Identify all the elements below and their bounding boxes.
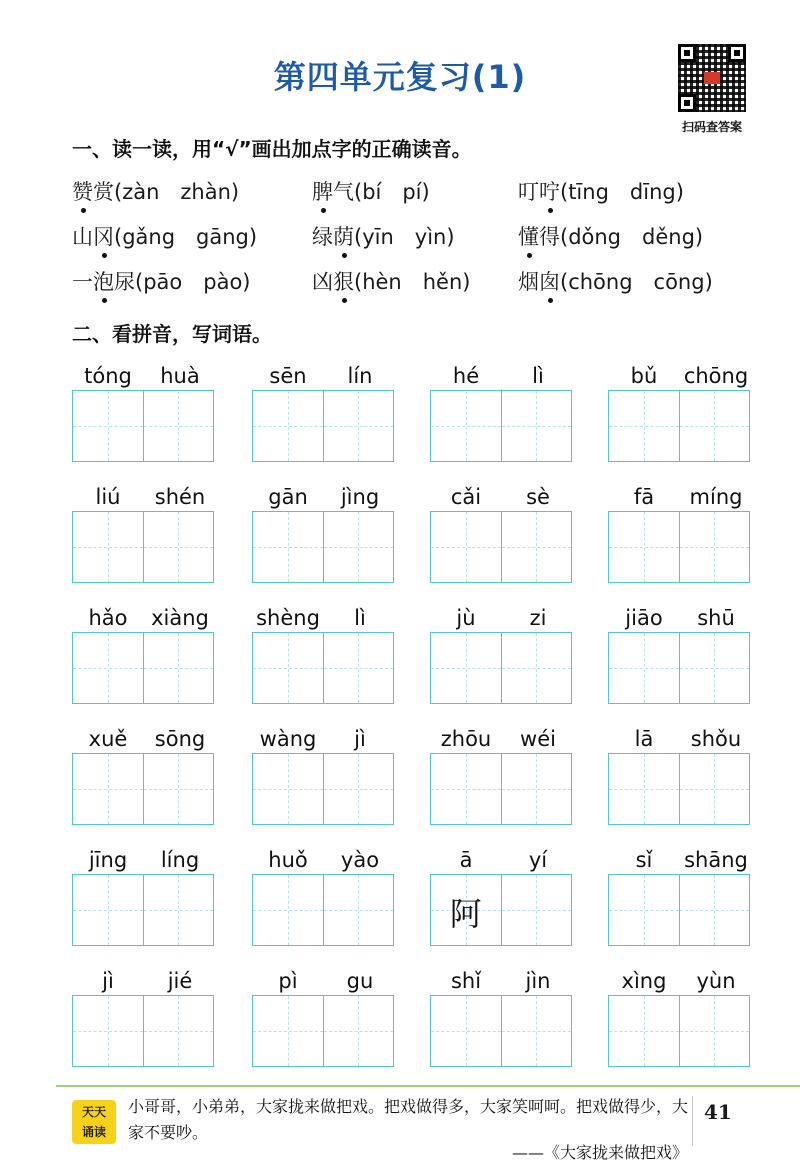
writing-box-2[interactable]	[143, 633, 214, 703]
reading-item[interactable]	[312, 221, 455, 251]
dotted-character: 荫	[333, 225, 354, 249]
pinyin-syllable-2: shén	[154, 485, 206, 509]
writing-box-1[interactable]	[253, 996, 323, 1066]
writing-box-2[interactable]	[143, 996, 214, 1066]
qr-code-icon[interactable]	[678, 44, 746, 112]
pinyin-label	[252, 846, 396, 874]
page-number: 41	[704, 1100, 732, 1124]
pinyin-syllable-1: shǐ	[450, 969, 482, 993]
page-title: 第四单元复习(1)	[273, 58, 527, 96]
pinyin-label	[430, 604, 574, 632]
pinyin-syllable-2: chōng	[683, 364, 749, 388]
writing-grid	[430, 995, 572, 1067]
pinyin-word-item	[608, 846, 752, 946]
writing-box-1[interactable]	[73, 875, 143, 945]
writing-box-1[interactable]	[253, 875, 323, 945]
dotted-character: 泡	[93, 270, 114, 294]
writing-box-2[interactable]	[679, 996, 750, 1066]
writing-grid	[430, 874, 572, 946]
writing-box-2[interactable]	[679, 512, 750, 582]
writing-box-1[interactable]	[431, 391, 501, 461]
writing-grid	[252, 511, 394, 583]
pinyin-syllable-1: bǔ	[630, 364, 658, 388]
reading-item[interactable]	[72, 266, 250, 296]
writing-box-2[interactable]	[323, 391, 394, 461]
writing-box-2[interactable]	[143, 391, 214, 461]
writing-grid	[608, 753, 750, 825]
writing-box-1[interactable]	[73, 996, 143, 1066]
writing-box-1[interactable]	[73, 633, 143, 703]
writing-box-1[interactable]	[431, 633, 501, 703]
writing-grid	[252, 632, 394, 704]
pinyin-syllable-1: cǎi	[450, 485, 482, 509]
dotted-character: 囱	[539, 270, 560, 294]
pinyin-options[interactable]: (gǎng gāng)	[114, 225, 258, 249]
section-2-title: 二、看拼音，写词语。	[72, 322, 272, 346]
pinyin-word-item	[430, 483, 574, 583]
pinyin-label	[72, 604, 216, 632]
footer-separator	[692, 1096, 693, 1146]
pinyin-syllable-2: lín	[347, 364, 373, 388]
word-character: 叮	[518, 180, 539, 204]
pinyin-options[interactable]: (dǒng děng)	[560, 225, 704, 249]
footer-rhyme-source: ——《大家拢来做把戏》	[511, 1143, 688, 1162]
pinyin-syllable-1: huǒ	[268, 848, 308, 872]
pinyin-word-item	[72, 483, 216, 583]
pinyin-syllable-1: hǎo	[88, 606, 128, 630]
writing-box-2[interactable]	[143, 512, 214, 582]
word-character: 赏	[93, 180, 114, 204]
writing-grid	[608, 511, 750, 583]
writing-box-2[interactable]	[679, 391, 750, 461]
pinyin-syllable-2: lì	[354, 606, 366, 630]
pinyin-syllable-1: xuě	[88, 727, 128, 751]
writing-box-2[interactable]	[501, 996, 572, 1066]
writing-box-1[interactable]	[253, 391, 323, 461]
pinyin-label	[252, 725, 396, 753]
writing-box-2[interactable]	[679, 633, 750, 703]
answer-qr-block[interactable]	[672, 44, 752, 135]
pinyin-word-item	[430, 725, 574, 825]
pinyin-label	[72, 967, 216, 995]
writing-grid	[72, 390, 214, 462]
pinyin-options[interactable]: (chōng cōng)	[560, 270, 713, 294]
pinyin-label	[608, 604, 752, 632]
pinyin-syllable-2: lì	[532, 364, 544, 388]
pinyin-word-item	[608, 362, 752, 462]
writing-box-1[interactable]	[253, 512, 323, 582]
writing-box-1[interactable]	[73, 512, 143, 582]
writing-box-2[interactable]	[501, 391, 572, 461]
pinyin-word-item	[72, 362, 216, 462]
pinyin-options[interactable]: (yīn yìn)	[354, 225, 455, 249]
writing-grid	[72, 874, 214, 946]
pinyin-syllable-1: jì	[102, 969, 114, 993]
pinyin-syllable-2: xiàng	[151, 606, 209, 630]
word-character: 山	[72, 225, 93, 249]
badge-line-1: 天天	[81, 1105, 106, 1119]
reading-item[interactable]	[518, 176, 684, 206]
writing-box-2[interactable]	[679, 875, 750, 945]
pinyin-label	[430, 846, 574, 874]
pinyin-label	[608, 846, 752, 874]
word-character: 凶	[312, 270, 333, 294]
badge-line-2: 诵读	[81, 1125, 106, 1139]
pinyin-syllable-1: sǐ	[635, 848, 653, 872]
writing-box-1[interactable]	[609, 875, 679, 945]
writing-box-1[interactable]	[609, 754, 679, 824]
pinyin-syllable-1: zhōu	[440, 727, 492, 751]
writing-grid	[430, 390, 572, 462]
pinyin-word-item	[608, 967, 752, 1067]
reading-item[interactable]	[518, 266, 713, 296]
writing-grid	[608, 874, 750, 946]
pinyin-options[interactable]: (bí pí)	[354, 180, 430, 204]
pinyin-label	[430, 967, 574, 995]
pinyin-label	[608, 483, 752, 511]
section-1-title: 一、读一读，用“√”画出加点字的正确读音。	[72, 137, 472, 161]
pinyin-label	[72, 725, 216, 753]
pinyin-label	[430, 725, 574, 753]
pinyin-options[interactable]: (hèn hěn)	[354, 270, 471, 294]
writing-grid	[430, 632, 572, 704]
pinyin-syllable-2: yí	[528, 848, 548, 872]
reading-item[interactable]	[312, 176, 430, 206]
pinyin-syllable-1: sēn	[269, 364, 307, 388]
pinyin-label	[72, 846, 216, 874]
writing-box-2[interactable]	[501, 754, 572, 824]
writing-box-1[interactable]	[609, 391, 679, 461]
pinyin-label	[430, 362, 574, 390]
pinyin-word-item	[608, 725, 752, 825]
writing-box-1[interactable]	[253, 754, 323, 824]
pinyin-word-grid	[72, 362, 772, 1082]
pinyin-word-item	[252, 604, 396, 704]
pinyin-label	[608, 967, 752, 995]
pinyin-word-item	[608, 483, 752, 583]
word-character: 得	[539, 225, 560, 249]
pinyin-label	[72, 362, 216, 390]
pinyin-word-item	[430, 362, 574, 462]
pinyin-word-item	[430, 846, 574, 946]
pinyin-syllable-2: shū	[697, 606, 735, 630]
pinyin-label	[252, 362, 396, 390]
reading-item[interactable]	[312, 266, 470, 296]
word-character: 绿	[312, 225, 333, 249]
writing-grid	[252, 390, 394, 462]
pinyin-syllable-1: tóng	[84, 364, 132, 388]
dotted-character: 狠	[333, 270, 354, 294]
pinyin-syllable-2: sè	[526, 485, 550, 509]
word-character: 一	[72, 270, 93, 294]
reading-item[interactable]	[72, 176, 239, 206]
pinyin-word-item	[252, 362, 396, 462]
pinyin-word-item	[72, 846, 216, 946]
writing-grid	[608, 995, 750, 1067]
pinyin-word-item	[72, 725, 216, 825]
pinyin-syllable-2: míng	[689, 485, 743, 509]
pinyin-options[interactable]: (pāo pào)	[135, 270, 251, 294]
dotted-character: 赞	[72, 180, 93, 204]
pinyin-syllable-2: gu	[346, 969, 374, 993]
written-character: 阿	[449, 895, 482, 933]
pinyin-syllable-1: shèng	[256, 606, 320, 630]
pinyin-label	[608, 725, 752, 753]
daily-reading-badge	[72, 1100, 116, 1144]
pinyin-syllable-2: jié	[167, 969, 193, 993]
word-character: 尿	[114, 270, 135, 294]
pinyin-syllable-2: jìng	[340, 485, 380, 509]
dotted-character: 脾	[312, 180, 333, 204]
dotted-character: 冈	[93, 225, 114, 249]
pinyin-label	[430, 483, 574, 511]
pinyin-word-item	[430, 967, 574, 1067]
pinyin-word-item	[252, 725, 396, 825]
writing-grid	[72, 753, 214, 825]
writing-box-2[interactable]	[501, 512, 572, 582]
pinyin-word-item	[608, 604, 752, 704]
pinyin-syllable-1: fā	[633, 485, 655, 509]
word-character: 气	[333, 180, 354, 204]
pinyin-syllable-1: pì	[278, 969, 298, 993]
writing-box-2[interactable]	[323, 512, 394, 582]
pinyin-label	[252, 483, 396, 511]
writing-grid	[252, 995, 394, 1067]
pinyin-syllable-2: zi	[529, 606, 547, 630]
writing-grid	[430, 511, 572, 583]
reading-item[interactable]	[72, 221, 257, 251]
pinyin-options[interactable]: (tīng dīng)	[560, 180, 684, 204]
writing-grid	[252, 753, 394, 825]
writing-box-2[interactable]	[323, 754, 394, 824]
pinyin-syllable-2: shǒu	[690, 727, 742, 751]
qr-label: 扫码查答案	[681, 120, 742, 134]
pinyin-syllable-1: jù	[456, 606, 476, 630]
writing-grid	[252, 874, 394, 946]
pinyin-word-item	[252, 846, 396, 946]
writing-box-1[interactable]	[609, 633, 679, 703]
writing-box-1[interactable]	[431, 512, 501, 582]
writing-grid	[72, 995, 214, 1067]
dotted-character: 咛	[539, 180, 560, 204]
pinyin-syllable-1: xìng	[621, 969, 667, 993]
writing-box-2[interactable]	[143, 875, 214, 945]
writing-grid	[608, 390, 750, 462]
pinyin-syllable-2: jì	[354, 727, 366, 751]
pinyin-syllable-2: sōng	[154, 727, 206, 751]
writing-box-2[interactable]	[143, 754, 214, 824]
writing-box-2[interactable]	[501, 633, 572, 703]
writing-box-1[interactable]	[609, 512, 679, 582]
pinyin-syllable-2: shāng	[684, 848, 748, 872]
word-character: 烟	[518, 270, 539, 294]
dotted-character: 懂	[518, 225, 539, 249]
writing-box-1[interactable]	[609, 996, 679, 1066]
writing-box-1[interactable]	[73, 391, 143, 461]
footer-rhyme-text: 小哥哥，小弟弟，大家拢来做把戏。把戏做得多，大家笑呵呵。把戏做得少，大家不要吵。	[128, 1097, 689, 1142]
pinyin-syllable-2: wéi	[520, 727, 556, 751]
pinyin-options[interactable]: (zàn zhàn)	[114, 180, 240, 204]
pinyin-label	[72, 483, 216, 511]
pinyin-word-item	[430, 604, 574, 704]
pinyin-syllable-1: hé	[452, 364, 480, 388]
pinyin-syllable-1: ā	[459, 848, 473, 872]
pinyin-label	[608, 362, 752, 390]
writing-box-2[interactable]	[323, 633, 394, 703]
pinyin-syllable-1: wàng	[259, 727, 317, 751]
pinyin-syllable-2: jìn	[525, 969, 551, 993]
pinyin-label	[252, 604, 396, 632]
pinyin-syllable-1: gān	[268, 485, 308, 509]
writing-box-2[interactable]	[323, 875, 394, 945]
pinyin-syllable-2: yào	[340, 848, 380, 872]
writing-box-1[interactable]	[431, 754, 501, 824]
pinyin-syllable-1: lā	[634, 727, 654, 751]
writing-box-2[interactable]	[323, 996, 394, 1066]
writing-box-1[interactable]	[253, 633, 323, 703]
writing-box-2[interactable]	[501, 875, 572, 945]
writing-grid	[608, 632, 750, 704]
writing-box-2[interactable]	[679, 754, 750, 824]
footer-divider	[56, 1085, 800, 1087]
reading-item[interactable]	[518, 221, 703, 251]
pinyin-word-item	[72, 967, 216, 1067]
pinyin-syllable-1: jīng	[88, 848, 128, 872]
pinyin-label	[252, 967, 396, 995]
writing-box-1[interactable]	[73, 754, 143, 824]
writing-box-1[interactable]	[431, 996, 501, 1066]
writing-grid	[72, 632, 214, 704]
pinyin-word-item	[252, 967, 396, 1067]
pinyin-syllable-2: líng	[160, 848, 200, 872]
writing-grid	[72, 511, 214, 583]
pinyin-word-item	[72, 604, 216, 704]
pinyin-syllable-1: liú	[95, 485, 121, 509]
writing-grid	[430, 753, 572, 825]
pinyin-word-item	[252, 483, 396, 583]
pinyin-syllable-1: jiāo	[625, 606, 663, 630]
writing-box-1[interactable]	[431, 875, 501, 945]
pinyin-syllable-2: huà	[160, 364, 200, 388]
pinyin-syllable-2: yùn	[696, 969, 736, 993]
